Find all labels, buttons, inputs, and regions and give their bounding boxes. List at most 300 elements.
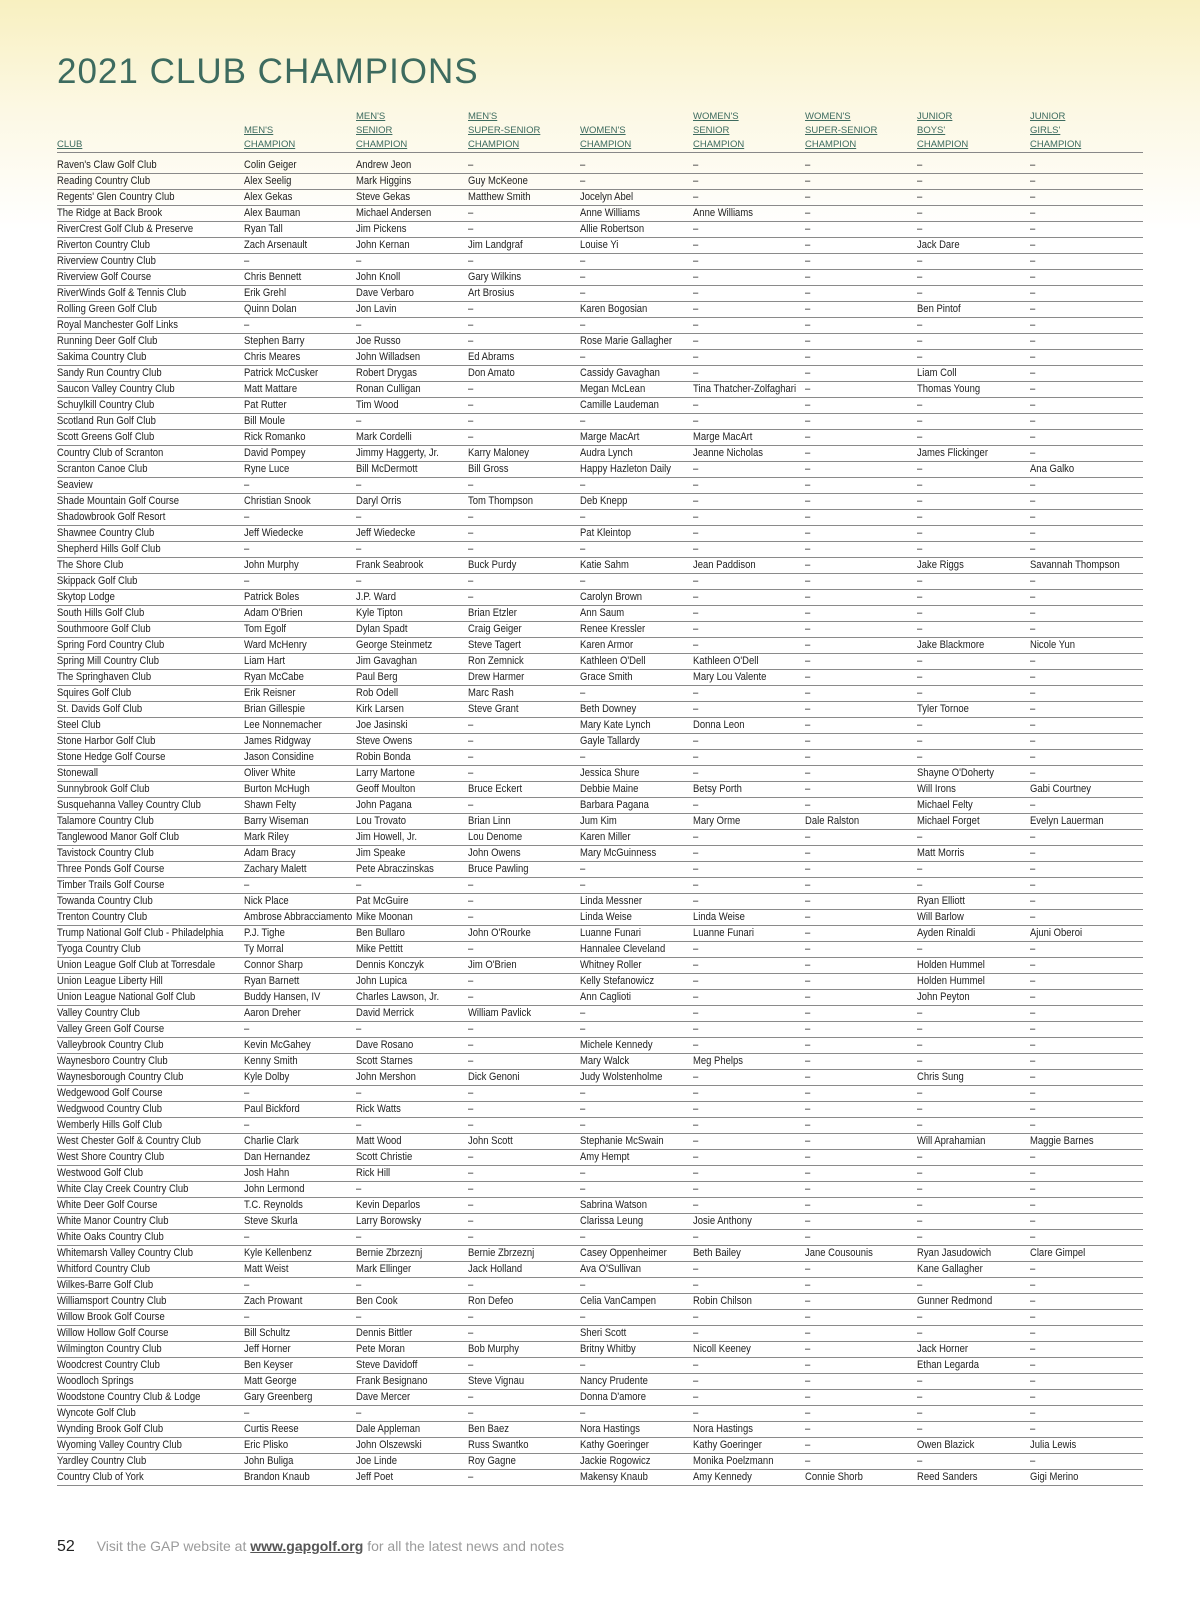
cell-text: Joe Linde <box>356 1455 398 1467</box>
cell-text: Riverview Golf Course <box>57 271 152 283</box>
cell-text: – <box>1030 767 1036 779</box>
cell-text: – <box>1030 303 1036 315</box>
champion-cell <box>356 462 468 478</box>
club-name-cell <box>57 766 244 782</box>
cell-text: – <box>580 1311 586 1323</box>
champion-cell <box>917 1262 1030 1278</box>
champion-cell <box>1030 1166 1143 1182</box>
cell-text: – <box>356 1311 362 1323</box>
club-name-cell <box>57 1278 244 1294</box>
cell-text: Bill McDermott <box>356 463 418 475</box>
cell-text: Rick Watts <box>356 1103 401 1115</box>
champion-cell <box>917 926 1030 942</box>
champion-cell <box>693 1070 805 1086</box>
club-name-cell <box>57 1438 244 1454</box>
cell-text: – <box>805 1423 811 1435</box>
champion-cell <box>693 1326 805 1342</box>
champion-cell <box>580 686 693 702</box>
cell-text: Steel Club <box>57 719 101 731</box>
cell-text: Cassidy Gavaghan <box>580 367 660 379</box>
cell-text: John Scott <box>468 1135 513 1147</box>
champion-cell <box>468 222 580 238</box>
cell-text: – <box>1030 511 1036 523</box>
cell-text: – <box>580 1023 586 1035</box>
cell-text: – <box>805 623 811 635</box>
champion-cell <box>805 382 917 398</box>
cell-text: – <box>1030 607 1036 619</box>
champion-cell <box>468 1374 580 1390</box>
cell-text: – <box>468 895 474 907</box>
champion-cell <box>805 894 917 910</box>
cell-text: – <box>805 543 811 555</box>
champion-cell <box>468 638 580 654</box>
column-header-line: CHAMPION <box>580 139 632 150</box>
champion-cell <box>917 1310 1030 1326</box>
cell-text: Waynesborough Country Club <box>57 1071 184 1083</box>
champion-cell <box>468 926 580 942</box>
champion-cell <box>805 878 917 894</box>
table-row <box>57 942 1143 958</box>
champion-cell <box>468 286 580 302</box>
champion-cell <box>693 1422 805 1438</box>
cell-text: – <box>244 1407 250 1419</box>
champion-cell <box>244 302 356 318</box>
table-row <box>57 958 1143 974</box>
champion-cell <box>244 1470 356 1486</box>
table-row <box>57 910 1143 926</box>
cell-text: Pete Moran <box>356 1343 405 1355</box>
champion-cell <box>805 846 917 862</box>
cell-text: Bruce Pawling <box>468 863 529 875</box>
cell-text: Steve Tagert <box>468 639 521 651</box>
cell-text: Mary Lou Valente <box>693 671 767 683</box>
champion-cell <box>244 574 356 590</box>
cell-text: Barry Wiseman <box>244 815 309 827</box>
champion-cell <box>805 398 917 414</box>
champion-cell <box>1030 1182 1143 1198</box>
cell-text: Josh Hahn <box>244 1167 290 1179</box>
champion-cell <box>805 574 917 590</box>
cell-text: Jim Landgraf <box>468 239 523 251</box>
cell-text: – <box>693 623 699 635</box>
table-row <box>57 1342 1143 1358</box>
champion-cell <box>580 1390 693 1406</box>
champion-cell <box>244 718 356 734</box>
champion-cell <box>693 1294 805 1310</box>
champion-cell <box>468 974 580 990</box>
champion-cell <box>244 1214 356 1230</box>
champion-cell <box>1030 222 1143 238</box>
champion-cell <box>805 766 917 782</box>
champion-cell <box>244 798 356 814</box>
champion-cell <box>580 462 693 478</box>
column-header-line: JUNIOR <box>917 111 953 122</box>
column-header-line: CHAMPION <box>356 139 408 150</box>
champion-cell <box>244 430 356 446</box>
champion-cell <box>468 1214 580 1230</box>
champion-cell <box>1030 574 1143 590</box>
cell-text: Kathleen O'Dell <box>693 655 759 667</box>
cell-text: – <box>693 1103 699 1115</box>
cell-text: – <box>805 719 811 731</box>
cell-text: – <box>244 879 250 891</box>
cell-text: – <box>468 303 474 315</box>
champion-cell <box>1030 670 1143 686</box>
champion-cell <box>468 1422 580 1438</box>
champion-cell <box>1030 334 1143 350</box>
website-link[interactable]: www.gapgolf.org <box>250 1538 364 1554</box>
cell-text: Ed Abrams <box>468 351 515 363</box>
champion-cell <box>244 174 356 190</box>
champion-cell <box>580 1118 693 1134</box>
cell-text: – <box>693 1231 699 1243</box>
cell-text: Tina Thatcher-Zolfaghari <box>693 383 797 395</box>
champion-cell <box>805 558 917 574</box>
champion-cell <box>468 862 580 878</box>
cell-text: John Murphy <box>244 559 299 571</box>
cell-text: – <box>1030 1343 1036 1355</box>
champion-cell <box>356 958 468 974</box>
cell-text: Daryl Orris <box>356 495 402 507</box>
champion-cell <box>468 750 580 766</box>
champion-cell <box>917 1246 1030 1262</box>
cell-text: Will Barlow <box>917 911 964 923</box>
club-name-cell <box>57 286 244 302</box>
champion-cell <box>244 1438 356 1454</box>
cell-text: – <box>468 1359 474 1371</box>
champion-cell <box>356 702 468 718</box>
champion-cell <box>1030 974 1143 990</box>
cell-text: Matt Weist <box>244 1263 289 1275</box>
cell-text: Willow Brook Golf Course <box>57 1311 165 1323</box>
cell-text: – <box>1030 959 1036 971</box>
cell-text: – <box>244 1119 250 1131</box>
champion-cell <box>244 670 356 686</box>
cell-text: Makensy Knaub <box>580 1471 648 1483</box>
cell-text: – <box>1030 943 1036 955</box>
table-row <box>57 510 1143 526</box>
cell-text: Karen Bogosian <box>580 303 648 315</box>
cell-text: – <box>917 591 923 603</box>
champion-cell <box>356 910 468 926</box>
cell-text: – <box>805 287 811 299</box>
champion-cell <box>693 414 805 430</box>
champion-cell <box>693 638 805 654</box>
club-name-cell <box>57 1182 244 1198</box>
champion-cell <box>805 734 917 750</box>
cell-text: Three Ponds Golf Course <box>57 863 165 875</box>
cell-text: – <box>693 847 699 859</box>
champion-cell <box>805 926 917 942</box>
cell-text: – <box>580 687 586 699</box>
champion-cell <box>1030 958 1143 974</box>
cell-text: – <box>356 255 362 267</box>
cell-text: – <box>917 1023 923 1035</box>
champion-cell <box>917 286 1030 302</box>
champion-cell <box>580 862 693 878</box>
cell-text: – <box>468 751 474 763</box>
champion-cell <box>580 1150 693 1166</box>
champion-cell <box>244 1102 356 1118</box>
champion-cell <box>1030 1102 1143 1118</box>
cell-text: Tim Wood <box>356 399 399 411</box>
cell-text: Matt George <box>244 1375 297 1387</box>
champion-cell <box>244 238 356 254</box>
cell-text: – <box>693 303 699 315</box>
cell-text: – <box>580 1183 586 1195</box>
cell-text: Bill Gross <box>468 463 509 475</box>
champion-cell <box>1030 1294 1143 1310</box>
column-header-line: SENIOR <box>693 125 730 136</box>
club-name-cell <box>57 542 244 558</box>
club-name-cell <box>57 1342 244 1358</box>
champion-cell <box>468 1326 580 1342</box>
cell-text: RiverWinds Golf & Tennis Club <box>57 287 187 299</box>
champion-cell <box>693 1006 805 1022</box>
cell-text: Larry Borowsky <box>356 1215 422 1227</box>
cell-text: Schuylkill Country Club <box>57 399 155 411</box>
champion-cell <box>468 622 580 638</box>
champion-cell <box>580 1038 693 1054</box>
cell-text: John Pagana <box>356 799 412 811</box>
table-row <box>57 766 1143 782</box>
champion-cell <box>244 894 356 910</box>
cell-text: – <box>580 511 586 523</box>
table-row <box>57 798 1143 814</box>
champion-cell <box>356 638 468 654</box>
cell-text: Dan Hernandez <box>244 1151 311 1163</box>
cell-text: Rolling Green Golf Club <box>57 303 157 315</box>
cell-text: – <box>693 511 699 523</box>
cell-text: – <box>580 863 586 875</box>
table-row <box>57 238 1143 254</box>
champion-cell <box>356 1022 468 1038</box>
champion-cell <box>580 302 693 318</box>
cell-text: Tom Thompson <box>468 495 534 507</box>
champion-cell <box>693 1406 805 1422</box>
cell-text: – <box>244 319 250 331</box>
cell-text: – <box>693 1359 699 1371</box>
champion-cell <box>468 1022 580 1038</box>
club-name-cell <box>57 1070 244 1086</box>
champion-cell <box>356 1342 468 1358</box>
champion-cell <box>917 1278 1030 1294</box>
table-row <box>57 430 1143 446</box>
champion-cell <box>356 510 468 526</box>
champion-cell <box>580 574 693 590</box>
cell-text: – <box>356 511 362 523</box>
cell-text: – <box>468 1119 474 1131</box>
cell-text: Kevin McGahey <box>244 1039 311 1051</box>
champion-cell <box>244 846 356 862</box>
champion-cell <box>468 830 580 846</box>
champion-cell <box>693 558 805 574</box>
cell-text: – <box>244 255 250 267</box>
table-row <box>57 558 1143 574</box>
cell-text: Jeff Wiedecke <box>356 527 416 539</box>
cell-text: Amy Hempt <box>580 1151 630 1163</box>
table-row <box>57 654 1143 670</box>
cell-text: Jum Kim <box>580 815 617 827</box>
cell-text: Wynding Brook Golf Club <box>57 1423 164 1435</box>
cell-text: Frank Seabrook <box>356 559 424 571</box>
cell-text: Mark Ellinger <box>356 1263 412 1275</box>
champion-cell <box>580 1102 693 1118</box>
champion-cell <box>805 478 917 494</box>
cell-text: Thomas Young <box>917 383 981 395</box>
cell-text: – <box>805 1119 811 1131</box>
champion-cell <box>1030 1278 1143 1294</box>
cell-text: – <box>356 1231 362 1243</box>
champion-cell <box>356 830 468 846</box>
cell-text: David Merrick <box>356 1007 414 1019</box>
table-row <box>57 494 1143 510</box>
cell-text: – <box>805 1135 811 1147</box>
cell-text: Monika Poelzmann <box>693 1455 774 1467</box>
cell-text: – <box>805 687 811 699</box>
cell-text: Ajuni Oberoi <box>1030 927 1083 939</box>
cell-text: Ryan Barnett <box>244 975 300 987</box>
cell-text: Russ Swantko <box>468 1439 529 1451</box>
table-row <box>57 174 1143 190</box>
cell-text: – <box>1030 191 1036 203</box>
champion-cell <box>693 990 805 1006</box>
cell-text: Karry Maloney <box>468 447 529 459</box>
cell-text: – <box>356 1023 362 1035</box>
champion-cell <box>580 1182 693 1198</box>
cell-text: Bernie Zbrzeznj <box>468 1247 535 1259</box>
champion-cell <box>1030 286 1143 302</box>
cell-text: – <box>1030 1423 1036 1435</box>
champion-cell <box>244 350 356 366</box>
cell-text: – <box>917 1151 923 1163</box>
cell-text: Wemberly Hills Golf Club <box>57 1119 162 1131</box>
champion-cell <box>580 430 693 446</box>
cell-text: Tyler Tornoe <box>917 703 969 715</box>
cell-text: – <box>356 1119 362 1131</box>
champion-cell <box>356 190 468 206</box>
champion-cell <box>356 1006 468 1022</box>
champion-cell <box>805 910 917 926</box>
cell-text: Dennis Bittler <box>356 1327 413 1339</box>
champion-cell <box>805 750 917 766</box>
cell-text: Country Club of York <box>57 1471 144 1483</box>
champion-cell <box>468 670 580 686</box>
cell-text: – <box>1030 703 1036 715</box>
champion-cell <box>356 782 468 798</box>
cell-text: – <box>468 1407 474 1419</box>
cell-text: – <box>693 591 699 603</box>
champion-cell <box>244 398 356 414</box>
champion-cell <box>917 1294 1030 1310</box>
cell-text: St. Davids Golf Club <box>57 703 143 715</box>
cell-text: Dave Verbaro <box>356 287 414 299</box>
table-row <box>57 1150 1143 1166</box>
champion-cell <box>580 1374 693 1390</box>
cell-text: – <box>468 1279 474 1291</box>
champion-cell <box>580 366 693 382</box>
cell-text: John Peyton <box>917 991 970 1003</box>
cell-text: White Deer Golf Course <box>57 1199 158 1211</box>
champion-cell <box>580 1262 693 1278</box>
champion-cell <box>244 702 356 718</box>
column-header-line: MEN'S <box>468 111 498 122</box>
cell-text: Donna D'amore <box>580 1391 646 1403</box>
champion-cell <box>1030 430 1143 446</box>
club-name-cell <box>57 366 244 382</box>
cell-text: Marc Rash <box>468 687 514 699</box>
cell-text: Britny Whitby <box>580 1343 636 1355</box>
cell-text: Jim O'Brien <box>468 959 517 971</box>
champion-cell <box>356 222 468 238</box>
cell-text: Matt Wood <box>356 1135 402 1147</box>
champion-cell <box>244 750 356 766</box>
champion-cell <box>244 494 356 510</box>
champion-cell <box>468 334 580 350</box>
cell-text: Alex Gekas <box>244 191 293 203</box>
champion-cell <box>468 686 580 702</box>
cell-text: – <box>580 351 586 363</box>
cell-text: Whitemarsh Valley Country Club <box>57 1247 194 1259</box>
champion-cell <box>580 526 693 542</box>
cell-text: – <box>356 543 362 555</box>
cell-text: – <box>1030 1359 1036 1371</box>
column-header <box>244 106 356 153</box>
cell-text: – <box>805 735 811 747</box>
cell-text: – <box>805 303 811 315</box>
cell-text: Will Irons <box>917 783 956 795</box>
cell-text: Dave Mercer <box>356 1391 411 1403</box>
cell-text: Skippack Golf Club <box>57 575 138 587</box>
cell-text: – <box>805 847 811 859</box>
cell-text: Mary McGuinness <box>580 847 657 859</box>
table-row <box>57 718 1143 734</box>
champion-cell <box>468 462 580 478</box>
cell-text: Paul Berg <box>356 671 398 683</box>
champion-cell <box>693 382 805 398</box>
champion-cell <box>693 894 805 910</box>
column-header <box>805 106 917 153</box>
champion-cell <box>580 153 693 174</box>
cell-text: – <box>693 191 699 203</box>
champion-cell <box>468 1150 580 1166</box>
champion-cell <box>693 446 805 462</box>
cell-text: – <box>693 223 699 235</box>
cell-text: Chris Sung <box>917 1071 964 1083</box>
club-name-cell <box>57 1294 244 1310</box>
champion-cell <box>693 878 805 894</box>
cell-text: – <box>805 1167 811 1179</box>
champion-cell <box>805 1086 917 1102</box>
champion-cell <box>468 526 580 542</box>
cell-text: Tanglewood Manor Golf Club <box>57 831 179 843</box>
club-name-cell <box>57 206 244 222</box>
cell-text: Jimmy Haggerty, Jr. <box>356 447 439 459</box>
table-row <box>57 702 1143 718</box>
champion-cell <box>1030 1262 1143 1278</box>
table-row <box>57 990 1143 1006</box>
champion-cell <box>468 990 580 1006</box>
champion-cell <box>356 238 468 254</box>
champion-cell <box>805 1150 917 1166</box>
champion-cell <box>805 686 917 702</box>
champion-cell <box>580 382 693 398</box>
cell-text: – <box>693 735 699 747</box>
champion-cell <box>1030 494 1143 510</box>
champion-cell <box>805 542 917 558</box>
champion-cell <box>1030 622 1143 638</box>
cell-text: Anne Williams <box>580 207 640 219</box>
